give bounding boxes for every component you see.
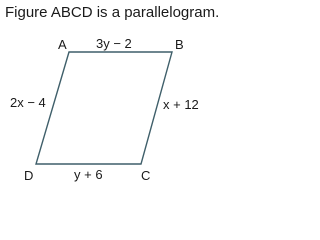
side-label-cd: y + 6 [74, 167, 103, 182]
parallelogram-abcd [36, 52, 172, 164]
vertex-label-c: C [141, 168, 151, 183]
vertex-label-b: B [175, 37, 184, 52]
side-label-ab: 3y − 2 [96, 36, 132, 51]
vertex-label-d: D [24, 168, 34, 183]
figure-caption: Figure ABCD is a parallelogram. [5, 4, 220, 21]
side-label-bc: x + 12 [163, 97, 199, 112]
vertex-label-a: A [58, 37, 67, 52]
side-label-da: 2x − 4 [10, 95, 46, 110]
